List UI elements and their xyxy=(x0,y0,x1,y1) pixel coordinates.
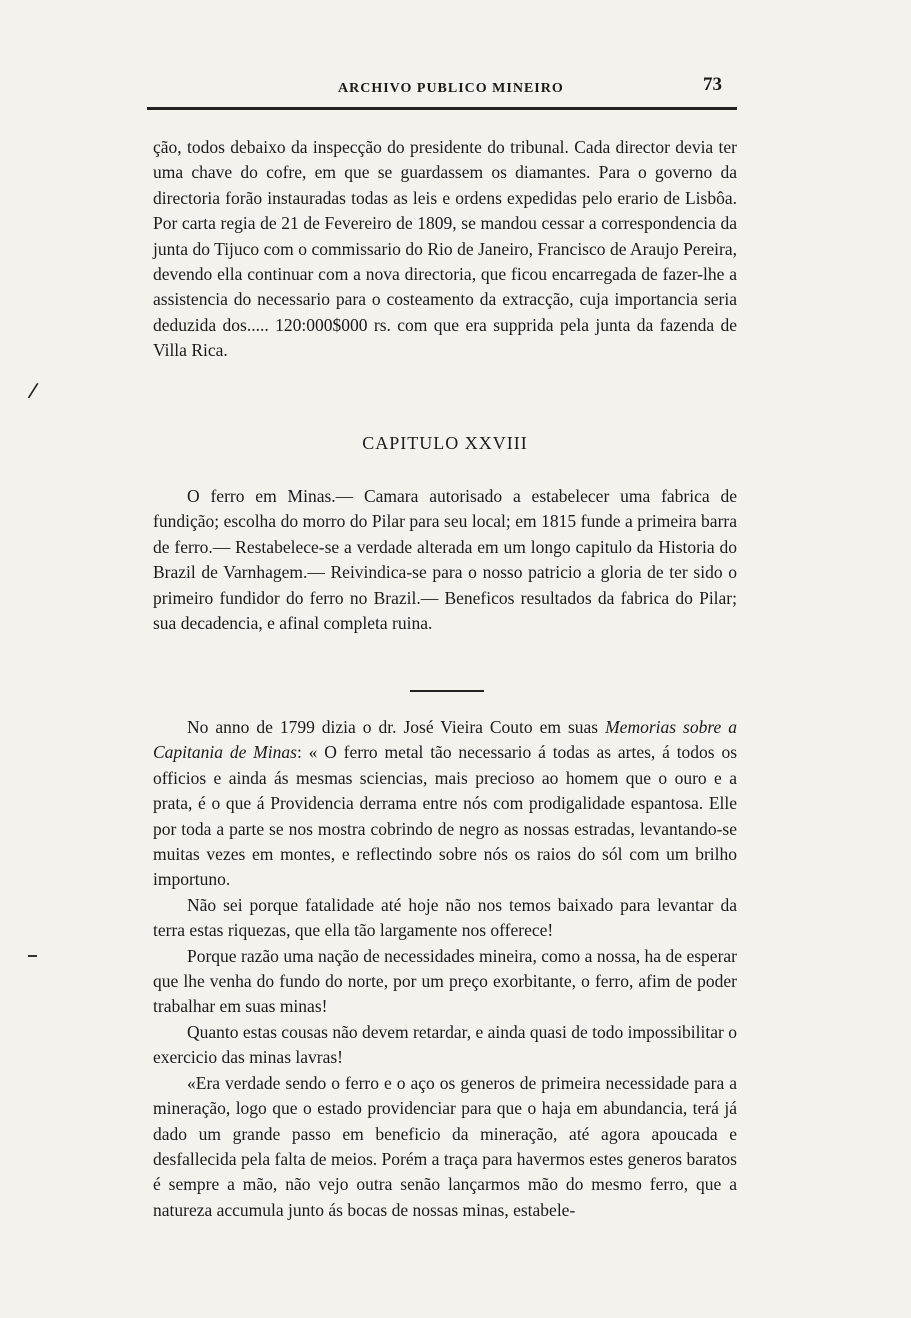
paragraph-text: : « O ferro metal tão necessario á todas as artes, á todos os officios e ainda ás mesmas sciencias, mais precioso ao homem que o ouro e a prata, é o que á Providencia derrama entre nós com prodigalidade espantosa. Elle por toda a parte se nos mostra cobrindo de negro as nossas estradas, levantando-se muitas vezes em montes, e reflectindo sobre nós os raios do sól com um brilho importuno. xyxy=(153,742,738,890)
chapter-summary-block xyxy=(153,484,737,636)
book-title: Memorias sobre a Capitania de Minas xyxy=(153,717,737,763)
paragraph-text: No anno de 1799 dizia o dr. José Vieira Couto em suas xyxy=(187,717,606,737)
paragraph xyxy=(153,715,737,893)
paragraph: Quanto estas cousas não devem retardar, e ainda quasi de todo impossibilitar o exercicio das minas lavras! xyxy=(153,1021,737,1068)
paragraph: ção, todos debaixo da inspecção do presidente do tribunal. Cada director devia ter uma chave do cofre, em que se guardassem os diamantes. Para o governo da directoria forão instauradas todas as leis e ordens expedidas pelo erario de Lisbôa. Por carta regia de 21 de Fevereiro de 1809, se mandou cessar a correspondencia da junta do Tijuco com o commissario do Rio de Janeiro, Francisco de Araujo Pereira, devendo ella continuar com a nova directoria, que ficou encarregada de fazer-lhe a assistencia do necessario para o costeamento da extracção, cuja importancia seria deduzida dos..... 120:000$000 rs. com que era supprida pela junta da fazenda de Villa Rica. xyxy=(153,137,737,361)
margin-mark: / xyxy=(27,377,40,403)
page-number: 73 xyxy=(703,74,722,95)
paragraph: Porque razão uma nação de necessidades mineira, como a nossa, ha de esperar que lhe venha do fundo do norte, por um preço exorbitante, o ferro, afim de poder trabalhar em suas minas! xyxy=(153,945,737,1017)
running-header: ARCHIVO PUBLICO MINEIRO xyxy=(338,81,564,96)
header-rule xyxy=(147,107,737,110)
paragraph: «Era verdade sendo o ferro e o aço os generos de primeira necessidade para a mineração, logo que o estado providenciar para que o haja em abundancia, terá já dado um grande passo em beneficio da mineração, até agora apoucada e desfallecida pela falta de meios. Porém a traça para havermos estes generos baratos é sempre a mão, não vejo outra senão lançarmos mão do mesmo ferro, que a natureza accumula junto ás bocas de nossas minas, estabele- xyxy=(153,1072,737,1220)
paragraph: Não sei porque fatalidade até hoje não nos temos baixado para levantar da terra estas riquezas, que ella tão largamente nos offerece! xyxy=(153,894,737,941)
opening-paragraph-block xyxy=(153,135,737,364)
chapter-body-block xyxy=(153,715,737,1223)
margin-mark xyxy=(28,955,37,957)
chapter-heading: CAPITULO XXVIII xyxy=(362,433,528,453)
section-separator xyxy=(410,690,484,692)
chapter-summary: O ferro em Minas.— Camara autorisado a estabelecer uma fabrica de fundição; escolha do morro do Pilar para seu local; em 1815 funde a primeira barra de ferro.— Restabelece-se a verdade alterada em um longo capitulo da Historia do Brazil de Varnhagem.— Reivindica-se para o nosso patricio a gloria de ter sido o primeiro fundidor do ferro no Brazil.— Beneficos resultados da fabrica do Pilar; sua decadencia, e afinal completa ruina. xyxy=(153,486,737,634)
